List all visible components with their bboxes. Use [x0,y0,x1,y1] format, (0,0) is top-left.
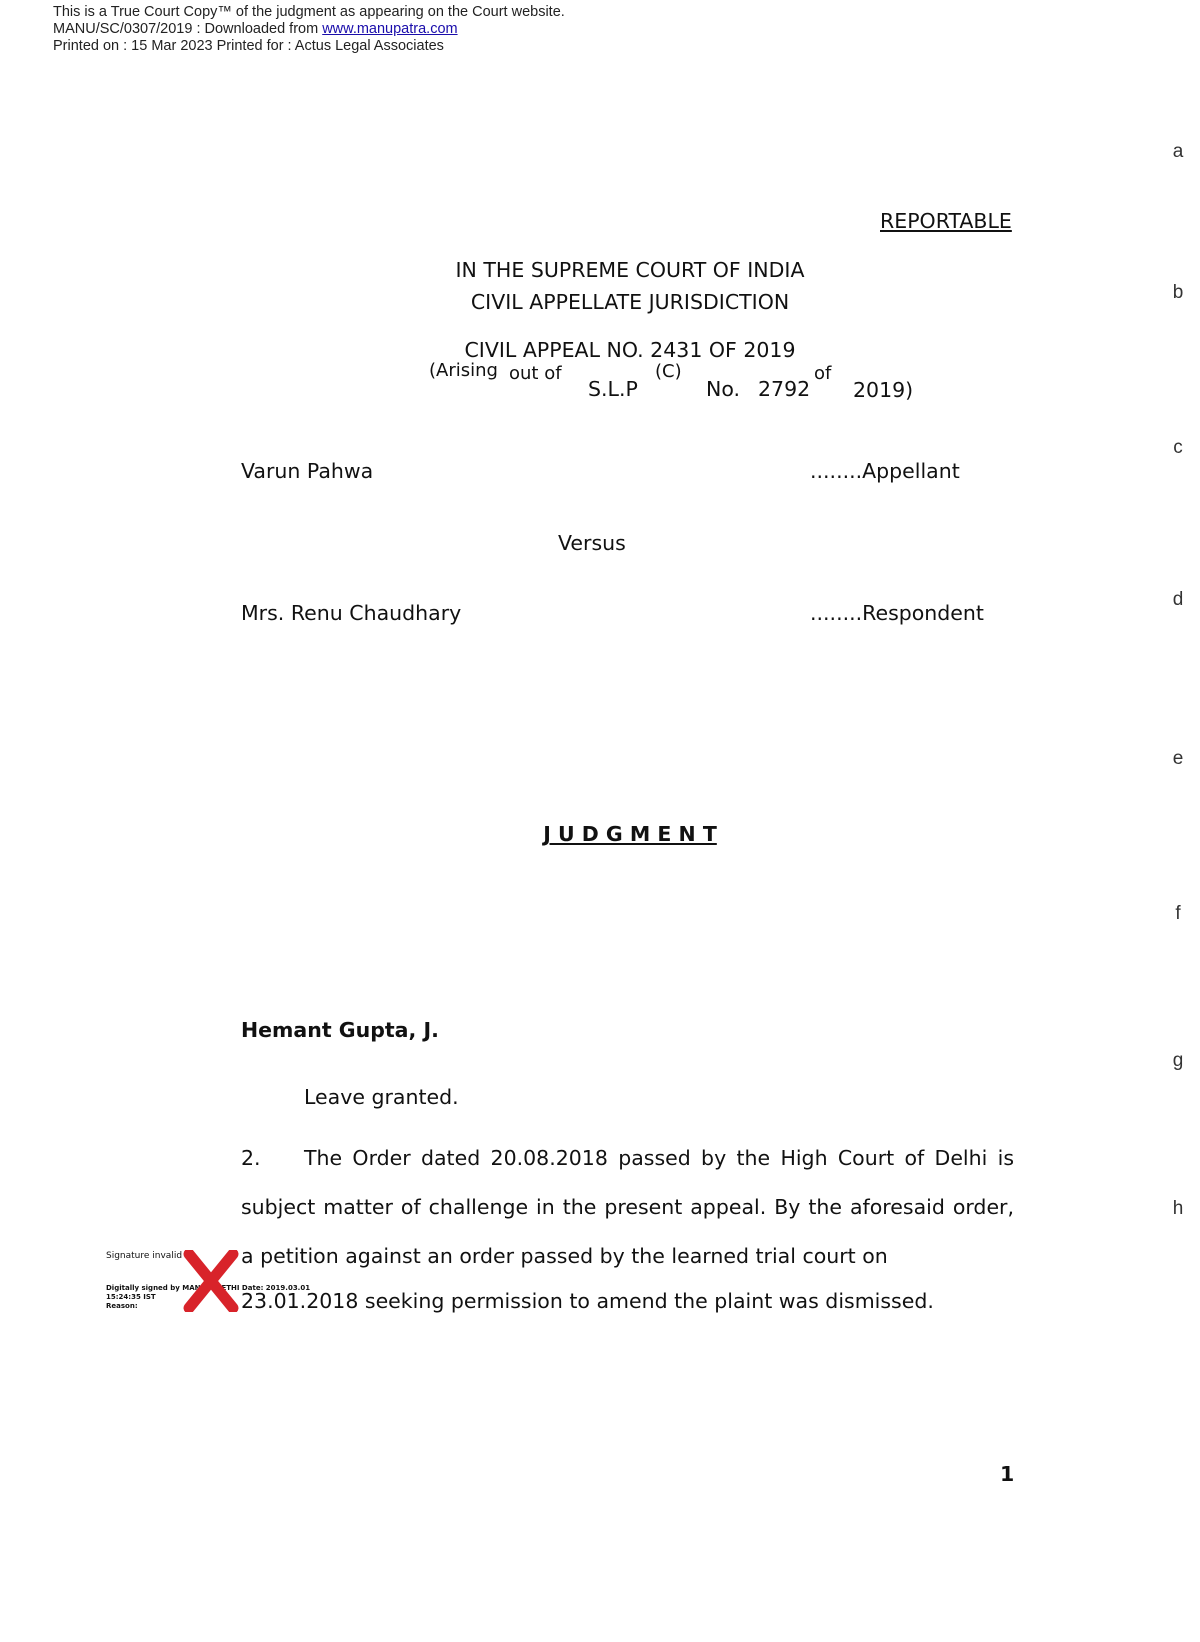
slp-year: 2019) [853,378,914,402]
of-label: of [814,363,832,384]
jurisdiction: CIVIL APPELLATE JURISDICTION [470,290,790,314]
margin-letter-f: f [1175,903,1181,924]
out-of-label: out of [509,363,562,384]
copy-notice: This is a True Court Copy™ of the judgment as appearing on the Court website. [53,4,565,20]
arising-label: (Arising [429,360,498,381]
margin-letter-g: g [1172,1050,1184,1071]
print-info: Printed on : 15 Mar 2023 Printed for : Actus Legal Associates [53,38,444,54]
court-name: IN THE SUPREME COURT OF INDIA [455,258,805,282]
margin-letter-c: c [1173,437,1183,458]
download-line [53,21,458,38]
no-label: No. [706,377,741,401]
paragraph-number: 2. [241,1146,261,1170]
paragraph-last-line: 23.01.2018 seeking permission to amend the plaint was dismissed. [241,1289,934,1313]
appellant-name: Varun Pahwa [241,459,374,483]
manupatra-link[interactable]: www.manupatra.com [322,21,458,37]
signature-invalid-x-icon [183,1250,239,1312]
slp-c-label: (C) [655,361,682,382]
versus-label: Versus [558,531,626,555]
signature-signed-by: Digitally signed by MANISH SETHI Date: 2019.03.01 [106,1284,311,1292]
signature-time: 15:24:35 IST [106,1293,156,1301]
paragraph-2 [241,1134,1014,1281]
margin-letter-e: e [1172,748,1184,769]
page-number: 1 [1000,1462,1015,1486]
judgment-heading: J U D G M E N T [543,822,717,846]
appellant-role: ........Appellant [810,459,960,483]
download-prefix: MANU/SC/0307/2019 : Downloaded from [53,21,323,37]
signature-reason: Reason: [106,1302,138,1310]
respondent-role: ........Respondent [810,601,984,625]
margin-letter-a: a [1172,141,1184,162]
margin-letter-h: h [1172,1198,1184,1219]
slp-number: 2792 [758,377,811,401]
paragraph-text: The Order dated 20.08.2018 passed by the High Court of Delhi is subject matter of challenge in the present appeal. By the aforesaid order, a petition against an order passed by the learned trial court on [241,1146,1014,1268]
respondent-name: Mrs. Renu Chaudhary [241,601,462,625]
signature-invalid-label: Signature invalid [106,1251,183,1261]
reportable-label: REPORTABLE [880,209,1012,233]
judge-name: Hemant Gupta, J. [241,1018,439,1042]
civil-appeal-number: CIVIL APPEAL NO. 2431 OF 2019 [464,338,796,362]
margin-letter-b: b [1172,282,1184,303]
slp-label: S.L.P [588,377,638,401]
leave-granted: Leave granted. [304,1085,459,1109]
margin-letter-d: d [1172,589,1184,610]
